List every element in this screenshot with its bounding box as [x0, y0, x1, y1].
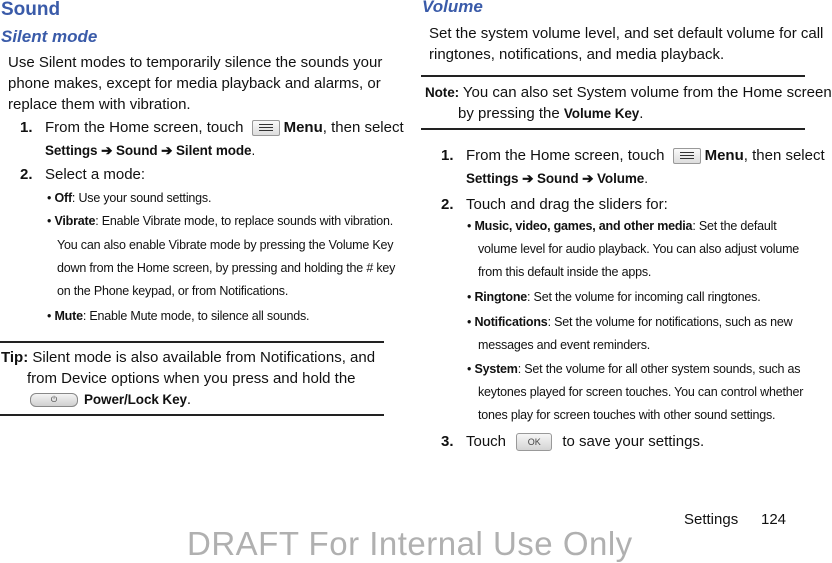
punctuation: .	[186, 391, 192, 408]
note-line-2	[458, 103, 643, 124]
arrow-icon: ➔	[101, 143, 113, 158]
power-key-label: Power/Lock Key	[84, 392, 187, 407]
bullet-text: : Set the volume for incoming call ringtones.	[527, 290, 761, 304]
tip-block	[1, 347, 375, 368]
divider	[421, 75, 805, 77]
bullet-vibrate: • Vibrate: Enable Vibrate mode, to replace sounds with vibration.	[47, 214, 393, 228]
note-label: Note:	[425, 85, 459, 100]
volume-intro	[429, 23, 823, 65]
bullet-label: System	[474, 362, 518, 376]
step-text: , then select	[743, 147, 825, 164]
bullet-text: : Enable Mute mode, to silence all sounds.	[82, 309, 310, 323]
bullet-text: You can also enable Vibrate mode by pressing the Volume Key	[57, 238, 394, 252]
step-1-text	[45, 117, 404, 138]
tip-text: Silent mode is also available from Notifications, and	[32, 349, 376, 366]
note-text: You can also set System volume from the Home screen	[462, 84, 832, 101]
path-settings: Settings	[45, 143, 98, 158]
step-number: 2.	[20, 166, 33, 183]
bullet-system: • System: Set the volume for all other system sounds, such as keytones played for screen touches. You can control whether tones play for screen touches with other sound settings.	[467, 358, 803, 427]
step-text: Touch	[466, 433, 507, 450]
bullet-ringtone: • Ringtone: Set the volume for incoming call ringtones.	[467, 290, 761, 304]
ok-button-icon: OK	[516, 433, 552, 451]
bullet-text: messages and event reminders.	[478, 338, 651, 352]
note-block	[425, 82, 832, 103]
bullet-text: : Set the volume for notifications, such as new	[547, 315, 793, 329]
punctuation: .	[251, 143, 256, 158]
bullet-mute: • Mute: Enable Mute mode, to silence all sounds.	[47, 309, 310, 323]
bullet-label: Notifications	[474, 315, 548, 329]
step-1-text	[466, 145, 825, 166]
step-text: , then select	[322, 119, 404, 136]
bullet-text: keytones played for screen touches. You can control whether	[478, 385, 804, 399]
step-text: From the Home screen, touch	[466, 147, 665, 164]
footer-section: Settings	[684, 511, 739, 528]
arrow-icon: ➔	[161, 143, 173, 158]
intro-line: Set the system volume level, and set default volume for call	[429, 25, 824, 42]
bullet-text: down from the Home screen, by pressing and holding the # key	[57, 261, 396, 275]
path-sound: Sound	[116, 143, 158, 158]
power-key-icon: ⏻	[30, 393, 78, 407]
arrow-icon: ➔	[522, 171, 534, 186]
bullet-label: Music, video, games, and other media	[474, 219, 693, 233]
intro-line: ringtones, notifications, and media playback.	[429, 46, 725, 63]
vibrate-continuation	[57, 234, 395, 303]
bullet-notifications: • Notifications: Set the volume for notifications, such as new messages and event reminders.	[467, 311, 792, 357]
volume-key-label: Volume Key	[563, 106, 640, 121]
step-text: From the Home screen, touch	[45, 119, 244, 136]
intro-line: phone makes, except for media playback and alarms, or	[8, 75, 381, 92]
step-2-text: Select a mode:	[45, 166, 146, 183]
divider	[421, 128, 805, 130]
step-number: 2.	[441, 196, 454, 213]
arrow-icon: ➔	[582, 171, 594, 186]
tip-line-3	[30, 389, 191, 410]
step-text: to save your settings.	[562, 433, 705, 450]
divider	[0, 341, 384, 343]
volume-heading: Volume	[422, 0, 483, 16]
path-sound: Sound	[537, 171, 579, 186]
step-3-text	[466, 431, 704, 452]
menu-icon	[252, 120, 280, 136]
step-number: 1.	[20, 119, 33, 136]
path-silent-mode: Silent mode	[176, 143, 252, 158]
step-number: 3.	[441, 433, 454, 450]
menu-label: Menu	[704, 147, 744, 164]
bullet-text: : Set the volume for all other system sounds, such as	[517, 362, 801, 376]
intro-line: replace them with vibration.	[8, 96, 191, 113]
bullet-text: : Use your sound settings.	[71, 191, 212, 205]
silent-mode-heading: Silent mode	[1, 27, 98, 46]
menu-label: Menu	[283, 119, 323, 136]
bullet-media: • Music, video, games, and other media: Set the default volume level for audio playback. You can also adjust volume from this default inside the apps.	[467, 215, 799, 284]
menu-icon	[673, 148, 701, 164]
tip-label: Tip:	[1, 349, 29, 366]
bullet-text: from this default inside the apps.	[478, 265, 652, 279]
step-number: 1.	[441, 147, 454, 164]
punctuation: .	[639, 105, 644, 122]
bullet-label: Mute	[54, 309, 83, 323]
bullet-off: • Off: Use your sound settings.	[47, 191, 212, 205]
silent-mode-intro	[8, 52, 382, 115]
punctuation: .	[644, 171, 648, 186]
settings-path	[45, 143, 255, 159]
bullet-label: Vibrate	[54, 214, 96, 228]
draft-watermark: DRAFT For Internal Use Only	[187, 525, 633, 562]
settings-path	[466, 171, 648, 187]
bullet-text: volume level for audio playback. You can also adjust volume	[478, 242, 800, 256]
note-text: by pressing the	[458, 105, 560, 122]
bullet-text: : Enable Vibrate mode, to replace sounds with vibration.	[95, 214, 393, 228]
bullet-text: on the Phone keypad, or from Notifications.	[57, 284, 289, 298]
bullet-text: tones play for screen touches with other sound settings.	[478, 408, 776, 422]
tip-line-2: from Device options when you press and hold the	[27, 370, 356, 387]
path-settings: Settings	[466, 171, 519, 186]
page-number: 124	[761, 511, 787, 528]
bullet-label: Ringtone	[474, 290, 528, 304]
intro-line: Use Silent modes to temporarily silence the sounds your	[8, 54, 383, 71]
bullet-label: Off	[54, 191, 72, 205]
bullet-text: : Set the default	[692, 219, 777, 233]
divider	[0, 414, 384, 416]
step-2-text: Touch and drag the sliders for:	[466, 196, 668, 213]
section-title: Sound	[1, 0, 61, 20]
path-volume: Volume	[597, 171, 645, 186]
